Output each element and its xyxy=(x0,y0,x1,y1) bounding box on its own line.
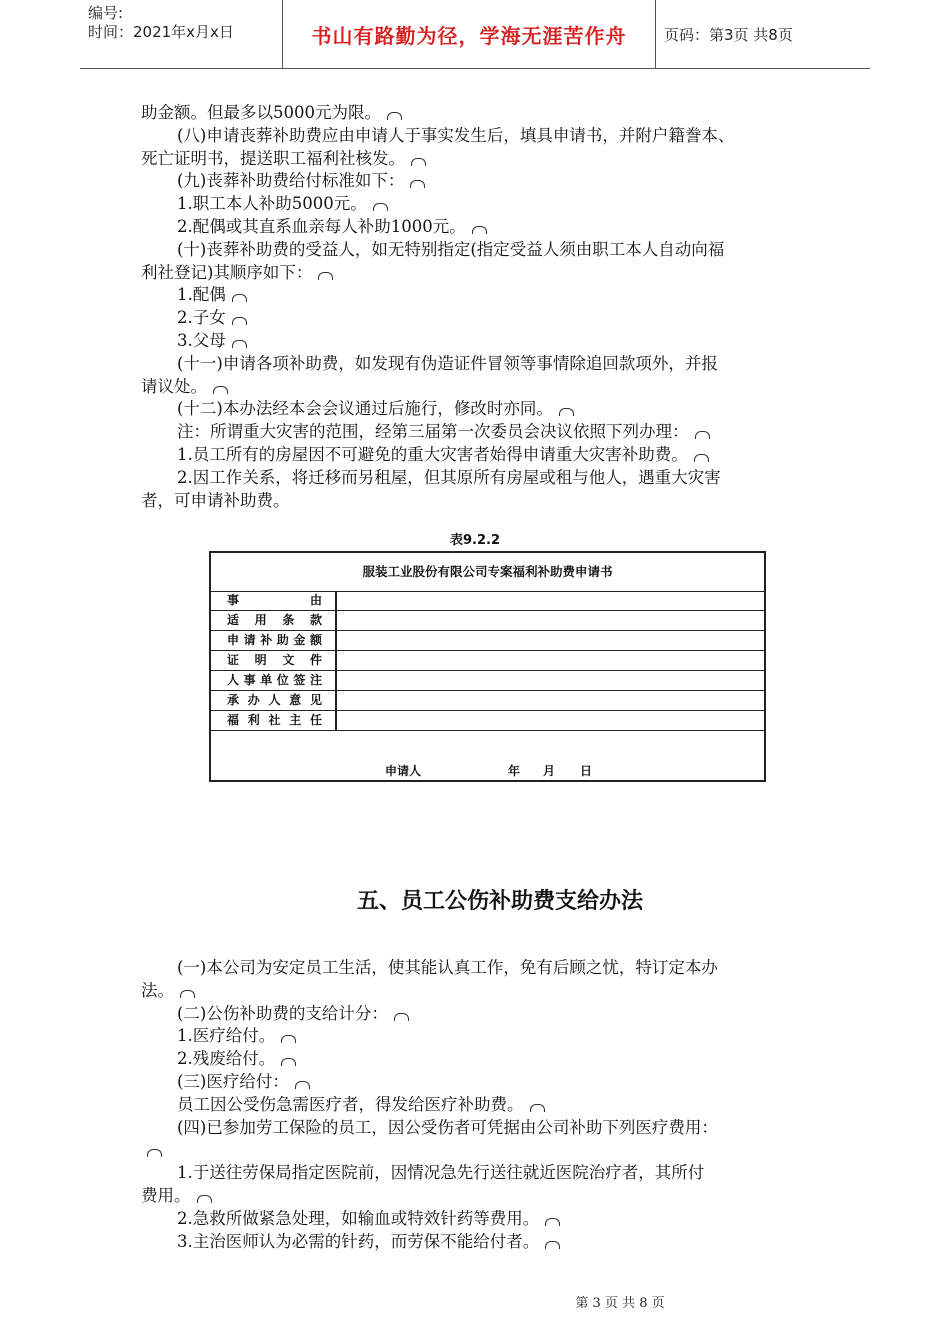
form-row xyxy=(211,631,764,651)
text-line xyxy=(141,467,821,490)
text-line xyxy=(141,1003,821,1026)
body-text-section-b xyxy=(141,957,821,1253)
text-line-content: (十)丧葬补助费的受益人，如无特别指定(指定受益人须由职工本人自动向福 xyxy=(177,239,725,259)
text-line-content: 死亡证明书，提送职工福利社核发。 xyxy=(141,148,405,168)
form-sign-day: 日 xyxy=(580,764,593,778)
text-line-content: (九)丧葬补助费给付标准如下： xyxy=(177,171,405,191)
text-line-content: (十二)本办法经本会会议通过后施行，修改时亦同。 xyxy=(177,399,553,419)
form-sign-year: 年 xyxy=(508,764,521,778)
paragraph-mark-icon xyxy=(197,1195,212,1203)
paragraph-mark-icon xyxy=(232,317,247,325)
text-line-content: 请议处。 xyxy=(141,376,207,396)
header-page-number: 页码：第3页 共8页 xyxy=(664,26,793,44)
text-line-content: 利社登记)其顺序如下： xyxy=(141,262,313,282)
header-motto: 书山有路勤为径，学海无涯苦作舟 xyxy=(311,24,627,48)
form-row-label: 申请补助金额 xyxy=(227,633,322,647)
text-line xyxy=(141,239,821,262)
text-line xyxy=(141,490,821,513)
paragraph-mark-icon xyxy=(694,454,709,462)
text-line-content: 助金额。但最多以5000元为限。 xyxy=(141,103,381,122)
text-line-content: 3.父母 xyxy=(177,330,226,350)
text-line xyxy=(141,1071,821,1094)
text-line-content: (十一)申请各项补助费，如发现有伪造证件冒领等事情除追回款项外，并报 xyxy=(177,353,718,373)
text-line xyxy=(141,307,821,330)
form-title: 服装工业股份有限公司专案福利补助费申请书 xyxy=(211,553,764,592)
text-line xyxy=(141,262,821,285)
text-line xyxy=(141,330,821,353)
text-line-content: (一)本公司为安定员工生活，使其能认真工作，免有后顾之忧，特订定本办 xyxy=(177,958,718,977)
form-row xyxy=(211,711,764,731)
text-line-content: 1.职工本人补助5000元。 xyxy=(177,194,367,214)
text-line xyxy=(141,170,821,193)
text-line-content: 费用。 xyxy=(141,1185,191,1205)
text-line-content: (八)申请丧葬补助费应由申请人于事实发生后，填具申请书，并附户籍誊本、 xyxy=(177,125,735,145)
paragraph-mark-icon xyxy=(295,1081,310,1089)
text-line xyxy=(141,148,821,171)
paragraph-mark-icon xyxy=(410,180,425,188)
text-line xyxy=(141,980,821,1003)
form-row-label: 事由 xyxy=(227,593,322,607)
text-line xyxy=(141,353,821,376)
paragraph-mark-icon xyxy=(472,226,487,234)
text-line-content: 法。 xyxy=(141,980,174,1000)
text-line xyxy=(141,1117,821,1140)
text-line xyxy=(141,1162,821,1185)
paragraph-mark-icon xyxy=(530,1104,545,1112)
text-line xyxy=(141,1048,821,1071)
paragraph-mark-icon xyxy=(545,1218,560,1226)
paragraph-mark-icon xyxy=(147,1149,162,1157)
section-heading: 五、员工公伤补助费支给办法 xyxy=(356,889,643,914)
form-row-label: 人事单位签注 xyxy=(227,673,322,687)
form-row-label: 福利社主任 xyxy=(227,713,322,727)
form-row xyxy=(211,651,764,671)
paragraph-mark-icon xyxy=(180,990,195,998)
text-line-content: 者，可申请补助费。 xyxy=(141,490,290,510)
page-footer: 第 3 页 共 8 页 xyxy=(575,1296,665,1311)
paragraph-mark-icon xyxy=(318,272,333,280)
form-row-label: 承办人意见 xyxy=(227,693,322,707)
text-line-content: (二)公伤补助费的支给计分： xyxy=(177,1003,388,1023)
text-line xyxy=(141,102,821,125)
document-date-label: 时间：2021年x月x日 xyxy=(88,23,234,41)
form-row-label: 适用条款 xyxy=(227,613,322,627)
text-line xyxy=(141,1208,821,1231)
text-line-content: 员工因公受伤急需医疗者，得发给医疗补助费。 xyxy=(177,1094,524,1114)
form-row xyxy=(211,611,764,631)
header-page-cell xyxy=(654,0,870,68)
paragraph-mark-icon xyxy=(387,112,402,120)
form-sign-month: 月 xyxy=(543,764,556,778)
paragraph-mark-icon xyxy=(394,1013,409,1021)
document-number-label: 编号: xyxy=(88,4,124,22)
paragraph-mark-icon xyxy=(281,1058,296,1066)
text-line xyxy=(141,444,821,467)
text-line xyxy=(141,1025,821,1048)
text-line-content: 2.配偶或其直系血亲每人补助1000元。 xyxy=(177,216,466,236)
text-line xyxy=(141,284,821,307)
text-line xyxy=(141,193,821,216)
text-line-content: 2.残废给付。 xyxy=(177,1049,276,1069)
form-row xyxy=(211,591,764,611)
paragraph-mark-icon xyxy=(281,1035,296,1043)
paragraph-mark-icon xyxy=(695,431,710,439)
text-line-content: 2.因工作关系，将迁移而另租屋，但其原所有房屋或租与他人，遇重大灾害 xyxy=(177,467,721,487)
text-line xyxy=(141,1139,821,1162)
text-line-content: 1.于送往劳保局指定医院前，因情况急先行送往就近医院治疗者，其所付 xyxy=(177,1163,705,1183)
text-line-content: 1.配偶 xyxy=(177,285,226,305)
form-row xyxy=(211,691,764,711)
text-line xyxy=(141,421,821,444)
table-caption: 表9.2.2 xyxy=(449,533,500,548)
paragraph-mark-icon xyxy=(232,294,247,302)
form-sign-applicant: 申请人 xyxy=(385,764,422,778)
text-line xyxy=(141,957,821,980)
text-line-content: 注：所谓重大灾害的范围，经第三届第一次委员会决议依照下列办理： xyxy=(177,422,689,442)
paragraph-mark-icon xyxy=(213,386,228,394)
text-line xyxy=(141,1094,821,1117)
application-form-table xyxy=(209,551,766,782)
text-line-content: 3.主治医师认为必需的针药，而劳保不能给付者。 xyxy=(177,1231,540,1251)
text-line xyxy=(141,398,821,421)
body-text-section-a xyxy=(141,102,821,512)
header-motto-cell xyxy=(282,0,656,68)
paragraph-mark-icon xyxy=(373,203,388,211)
text-line-content: (四)已参加劳工保险的员工，因公受伤者可凭据由公司补助下列医疗费用： xyxy=(177,1117,718,1137)
text-line xyxy=(141,125,821,148)
text-line-content: 1.员工所有的房屋因不可避免的重大灾害者始得申请重大灾害补助费。 xyxy=(177,444,688,464)
paragraph-mark-icon xyxy=(545,1241,560,1249)
page-header xyxy=(80,0,870,69)
text-line-content: 1.医疗给付。 xyxy=(177,1026,276,1046)
text-line-content: 2.急救所做紧急处理，如输血或特效针药等费用。 xyxy=(177,1208,540,1228)
paragraph-mark-icon xyxy=(232,340,247,348)
text-line xyxy=(141,1185,821,1208)
form-row-label: 证明文件 xyxy=(227,653,322,667)
text-line-content: 2.子女 xyxy=(177,308,226,328)
text-line xyxy=(141,376,821,399)
text-line xyxy=(141,1231,821,1254)
form-row xyxy=(211,671,764,691)
header-meta-cell xyxy=(80,0,282,68)
paragraph-mark-icon xyxy=(559,408,574,416)
form-rows xyxy=(211,591,764,731)
text-line-content: (三)医疗给付： xyxy=(177,1071,289,1091)
text-line xyxy=(141,216,821,239)
form-column-divider xyxy=(335,591,337,731)
paragraph-mark-icon xyxy=(411,158,426,166)
